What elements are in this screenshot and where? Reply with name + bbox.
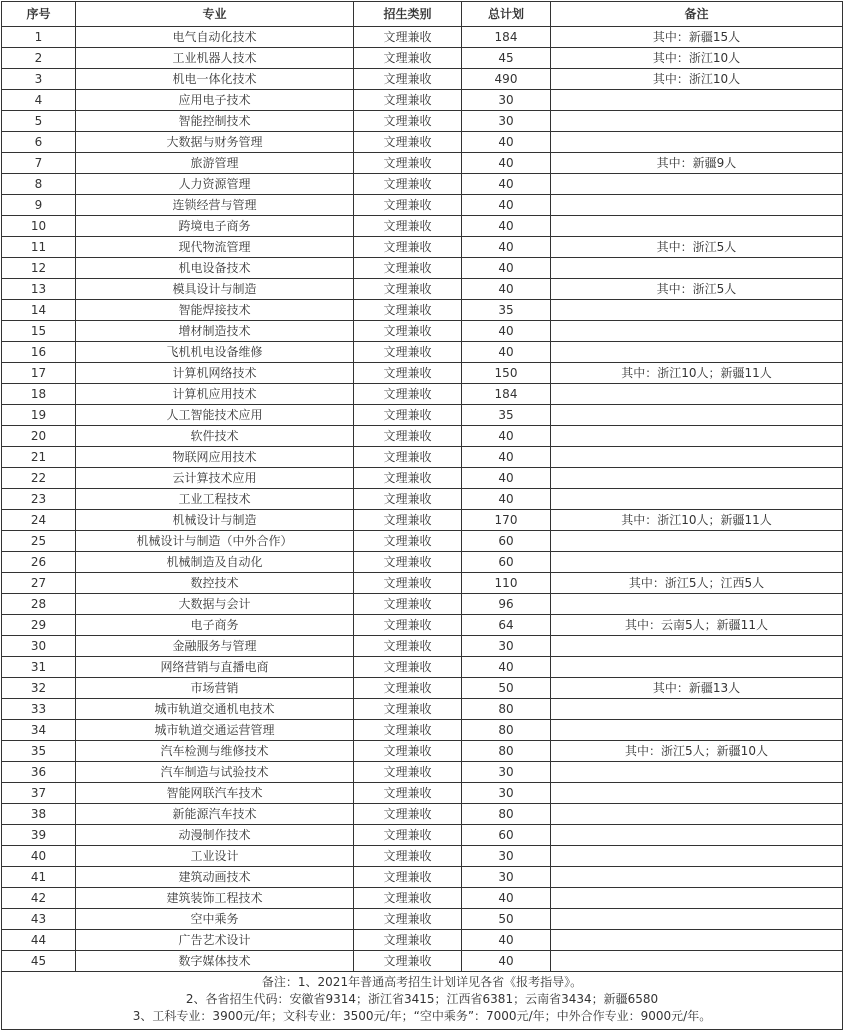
cell-note — [551, 426, 843, 447]
cell-plan: 80 — [462, 699, 551, 720]
cell-note — [551, 90, 843, 111]
cell-category: 文理兼收 — [354, 447, 462, 468]
cell-category: 文理兼收 — [354, 573, 462, 594]
cell-number: 9 — [2, 195, 76, 216]
cell-major: 机电一体化技术 — [76, 69, 354, 90]
table-header-row — [2, 2, 843, 27]
cell-plan: 35 — [462, 405, 551, 426]
table-row — [2, 468, 843, 489]
table-row — [2, 636, 843, 657]
cell-note: 其中：浙江10人 — [551, 48, 843, 69]
cell-note — [551, 762, 843, 783]
cell-major: 增材制造技术 — [76, 321, 354, 342]
table-row — [2, 783, 843, 804]
table-row — [2, 804, 843, 825]
cell-category: 文理兼收 — [354, 153, 462, 174]
cell-plan: 184 — [462, 384, 551, 405]
cell-major: 电子商务 — [76, 615, 354, 636]
cell-note — [551, 636, 843, 657]
cell-plan: 150 — [462, 363, 551, 384]
cell-note — [551, 909, 843, 930]
cell-note — [551, 258, 843, 279]
cell-major: 云计算技术应用 — [76, 468, 354, 489]
cell-plan: 40 — [462, 132, 551, 153]
cell-number: 45 — [2, 951, 76, 972]
header-note: 备注 — [551, 2, 843, 27]
cell-plan: 30 — [462, 867, 551, 888]
cell-note — [551, 111, 843, 132]
table-row — [2, 678, 843, 699]
cell-category: 文理兼收 — [354, 468, 462, 489]
table-row — [2, 258, 843, 279]
cell-note — [551, 594, 843, 615]
cell-plan: 30 — [462, 783, 551, 804]
cell-major: 计算机应用技术 — [76, 384, 354, 405]
cell-major: 应用电子技术 — [76, 90, 354, 111]
cell-plan: 40 — [462, 153, 551, 174]
cell-category: 文理兼收 — [354, 951, 462, 972]
cell-category: 文理兼收 — [354, 888, 462, 909]
cell-plan: 35 — [462, 300, 551, 321]
cell-plan: 170 — [462, 510, 551, 531]
cell-major: 模具设计与制造 — [76, 279, 354, 300]
cell-note: 其中：浙江10人；新疆11人 — [551, 510, 843, 531]
cell-category: 文理兼收 — [354, 657, 462, 678]
cell-number: 44 — [2, 930, 76, 951]
cell-number: 13 — [2, 279, 76, 300]
cell-plan: 40 — [462, 447, 551, 468]
cell-number: 43 — [2, 909, 76, 930]
cell-number: 30 — [2, 636, 76, 657]
table-row — [2, 174, 843, 195]
table-row — [2, 426, 843, 447]
table-row — [2, 615, 843, 636]
cell-number: 6 — [2, 132, 76, 153]
cell-note — [551, 951, 843, 972]
cell-number: 35 — [2, 741, 76, 762]
cell-plan: 50 — [462, 678, 551, 699]
cell-note: 其中：浙江5人 — [551, 279, 843, 300]
cell-number: 20 — [2, 426, 76, 447]
cell-note — [551, 657, 843, 678]
cell-note: 其中：云南5人；新疆11人 — [551, 615, 843, 636]
cell-plan: 96 — [462, 594, 551, 615]
cell-major: 现代物流管理 — [76, 237, 354, 258]
table-row — [2, 888, 843, 909]
cell-major: 计算机网络技术 — [76, 363, 354, 384]
cell-category: 文理兼收 — [354, 783, 462, 804]
cell-category: 文理兼收 — [354, 594, 462, 615]
cell-number: 8 — [2, 174, 76, 195]
table-row — [2, 720, 843, 741]
cell-major: 智能焊接技术 — [76, 300, 354, 321]
cell-number: 28 — [2, 594, 76, 615]
cell-major: 机械设计与制造 — [76, 510, 354, 531]
table-row — [2, 321, 843, 342]
cell-note — [551, 783, 843, 804]
cell-category: 文理兼收 — [354, 930, 462, 951]
cell-plan: 110 — [462, 573, 551, 594]
footnote-line-3: 3、工科专业：3900元/年；文科专业：3500元/年；“空中乘务”：7000元/年；中外合作专业：9000元/年。 — [132, 1009, 712, 1023]
cell-category: 文理兼收 — [354, 216, 462, 237]
footnote-cell — [2, 972, 843, 1030]
cell-category: 文理兼收 — [354, 90, 462, 111]
cell-note — [551, 867, 843, 888]
header-plan: 总计划 — [462, 2, 551, 27]
cell-number: 27 — [2, 573, 76, 594]
table-row — [2, 552, 843, 573]
cell-plan: 40 — [462, 468, 551, 489]
cell-plan: 30 — [462, 762, 551, 783]
cell-number: 12 — [2, 258, 76, 279]
cell-number: 11 — [2, 237, 76, 258]
cell-major: 人工智能技术应用 — [76, 405, 354, 426]
cell-category: 文理兼收 — [354, 867, 462, 888]
cell-note: 其中：浙江5人 — [551, 237, 843, 258]
cell-major: 人力资源管理 — [76, 174, 354, 195]
cell-number: 31 — [2, 657, 76, 678]
cell-number: 1 — [2, 27, 76, 48]
cell-note — [551, 489, 843, 510]
cell-number: 18 — [2, 384, 76, 405]
enrollment-plan-table — [1, 1, 843, 1030]
cell-note — [551, 300, 843, 321]
cell-note — [551, 447, 843, 468]
cell-major: 机电设备技术 — [76, 258, 354, 279]
cell-category: 文理兼收 — [354, 531, 462, 552]
cell-category: 文理兼收 — [354, 300, 462, 321]
cell-plan: 50 — [462, 909, 551, 930]
cell-number: 37 — [2, 783, 76, 804]
header-number: 序号 — [2, 2, 76, 27]
cell-category: 文理兼收 — [354, 342, 462, 363]
cell-plan: 40 — [462, 258, 551, 279]
cell-number: 34 — [2, 720, 76, 741]
cell-note — [551, 846, 843, 867]
cell-number: 2 — [2, 48, 76, 69]
cell-plan: 30 — [462, 846, 551, 867]
cell-category: 文理兼收 — [354, 405, 462, 426]
table-row — [2, 195, 843, 216]
cell-note — [551, 468, 843, 489]
cell-major: 建筑装饰工程技术 — [76, 888, 354, 909]
cell-note — [551, 321, 843, 342]
cell-category: 文理兼收 — [354, 510, 462, 531]
cell-category: 文理兼收 — [354, 321, 462, 342]
cell-note — [551, 216, 843, 237]
cell-plan: 40 — [462, 195, 551, 216]
cell-major: 网络营销与直播电商 — [76, 657, 354, 678]
cell-major: 智能网联汽车技术 — [76, 783, 354, 804]
cell-note: 其中：新疆9人 — [551, 153, 843, 174]
cell-number: 23 — [2, 489, 76, 510]
cell-category: 文理兼收 — [354, 846, 462, 867]
table-row — [2, 111, 843, 132]
table-row — [2, 825, 843, 846]
cell-major: 智能控制技术 — [76, 111, 354, 132]
cell-plan: 60 — [462, 825, 551, 846]
table-row — [2, 237, 843, 258]
cell-plan: 80 — [462, 804, 551, 825]
footnote-row — [2, 972, 843, 1030]
cell-major: 动漫制作技术 — [76, 825, 354, 846]
cell-note — [551, 699, 843, 720]
cell-major: 软件技术 — [76, 426, 354, 447]
table-row — [2, 300, 843, 321]
table-row — [2, 132, 843, 153]
cell-number: 36 — [2, 762, 76, 783]
cell-note — [551, 888, 843, 909]
cell-category: 文理兼收 — [354, 741, 462, 762]
cell-category: 文理兼收 — [354, 27, 462, 48]
cell-number: 32 — [2, 678, 76, 699]
table-row — [2, 741, 843, 762]
table-row — [2, 951, 843, 972]
table-row — [2, 510, 843, 531]
cell-category: 文理兼收 — [354, 384, 462, 405]
cell-plan: 40 — [462, 951, 551, 972]
cell-plan: 30 — [462, 90, 551, 111]
cell-category: 文理兼收 — [354, 615, 462, 636]
table-row — [2, 909, 843, 930]
cell-major: 金融服务与管理 — [76, 636, 354, 657]
table-row — [2, 489, 843, 510]
cell-major: 工业设计 — [76, 846, 354, 867]
cell-number: 42 — [2, 888, 76, 909]
cell-note: 其中：新疆15人 — [551, 27, 843, 48]
cell-major: 工业工程技术 — [76, 489, 354, 510]
cell-note — [551, 720, 843, 741]
table-row — [2, 384, 843, 405]
table-row — [2, 846, 843, 867]
cell-major: 飞机机电设备维修 — [76, 342, 354, 363]
footnote-line-2: 2、各省招生代码：安徽省9314；浙江省3415；江西省6381；云南省3434；新疆6580 — [185, 992, 659, 1006]
cell-major: 大数据与会计 — [76, 594, 354, 615]
cell-note — [551, 384, 843, 405]
cell-number: 15 — [2, 321, 76, 342]
cell-major: 物联网应用技术 — [76, 447, 354, 468]
cell-note — [551, 195, 843, 216]
cell-category: 文理兼收 — [354, 237, 462, 258]
table-row — [2, 657, 843, 678]
cell-plan: 30 — [462, 111, 551, 132]
cell-number: 21 — [2, 447, 76, 468]
cell-major: 汽车制造与试验技术 — [76, 762, 354, 783]
table-row — [2, 279, 843, 300]
cell-plan: 60 — [462, 552, 551, 573]
cell-major: 数字媒体技术 — [76, 951, 354, 972]
table-row — [2, 531, 843, 552]
cell-number: 7 — [2, 153, 76, 174]
cell-number: 10 — [2, 216, 76, 237]
cell-note: 其中：浙江10人 — [551, 69, 843, 90]
cell-plan: 40 — [462, 174, 551, 195]
cell-category: 文理兼收 — [354, 195, 462, 216]
cell-number: 17 — [2, 363, 76, 384]
cell-number: 16 — [2, 342, 76, 363]
cell-major: 数控技术 — [76, 573, 354, 594]
cell-plan: 80 — [462, 720, 551, 741]
cell-plan: 40 — [462, 342, 551, 363]
cell-number: 4 — [2, 90, 76, 111]
cell-category: 文理兼收 — [354, 804, 462, 825]
cell-number: 39 — [2, 825, 76, 846]
cell-category: 文理兼收 — [354, 825, 462, 846]
cell-category: 文理兼收 — [354, 720, 462, 741]
cell-major: 机械设计与制造（中外合作） — [76, 531, 354, 552]
cell-plan: 40 — [462, 930, 551, 951]
cell-major: 城市轨道交通运营管理 — [76, 720, 354, 741]
table-row — [2, 216, 843, 237]
header-category: 招生类别 — [354, 2, 462, 27]
cell-number: 14 — [2, 300, 76, 321]
cell-major: 电气自动化技术 — [76, 27, 354, 48]
cell-plan: 80 — [462, 741, 551, 762]
table-row — [2, 867, 843, 888]
cell-category: 文理兼收 — [354, 636, 462, 657]
cell-note — [551, 342, 843, 363]
cell-category: 文理兼收 — [354, 132, 462, 153]
cell-number: 24 — [2, 510, 76, 531]
table-row — [2, 153, 843, 174]
table-row — [2, 27, 843, 48]
cell-plan: 40 — [462, 426, 551, 447]
cell-category: 文理兼收 — [354, 258, 462, 279]
cell-plan: 184 — [462, 27, 551, 48]
cell-major: 连锁经营与管理 — [76, 195, 354, 216]
cell-category: 文理兼收 — [354, 174, 462, 195]
table-row — [2, 90, 843, 111]
cell-major: 空中乘务 — [76, 909, 354, 930]
cell-plan: 40 — [462, 279, 551, 300]
cell-plan: 45 — [462, 48, 551, 69]
cell-number: 25 — [2, 531, 76, 552]
cell-plan: 40 — [462, 321, 551, 342]
table-row — [2, 48, 843, 69]
table-row — [2, 405, 843, 426]
cell-category: 文理兼收 — [354, 699, 462, 720]
cell-number: 26 — [2, 552, 76, 573]
cell-note: 其中：浙江10人；新疆11人 — [551, 363, 843, 384]
cell-note — [551, 174, 843, 195]
cell-number: 41 — [2, 867, 76, 888]
cell-note — [551, 552, 843, 573]
cell-number: 19 — [2, 405, 76, 426]
cell-major: 旅游管理 — [76, 153, 354, 174]
cell-major: 城市轨道交通机电技术 — [76, 699, 354, 720]
cell-note — [551, 825, 843, 846]
cell-note — [551, 804, 843, 825]
table-row — [2, 930, 843, 951]
table-row — [2, 573, 843, 594]
cell-category: 文理兼收 — [354, 909, 462, 930]
cell-category: 文理兼收 — [354, 489, 462, 510]
cell-number: 38 — [2, 804, 76, 825]
cell-plan: 64 — [462, 615, 551, 636]
cell-major: 工业机器人技术 — [76, 48, 354, 69]
cell-major: 新能源汽车技术 — [76, 804, 354, 825]
cell-plan: 60 — [462, 531, 551, 552]
cell-major: 大数据与财务管理 — [76, 132, 354, 153]
table-row — [2, 363, 843, 384]
cell-plan: 490 — [462, 69, 551, 90]
cell-note — [551, 531, 843, 552]
cell-number: 22 — [2, 468, 76, 489]
cell-major: 机械制造及自动化 — [76, 552, 354, 573]
cell-note — [551, 132, 843, 153]
cell-category: 文理兼收 — [354, 552, 462, 573]
cell-category: 文理兼收 — [354, 111, 462, 132]
table-row — [2, 342, 843, 363]
table-row — [2, 69, 843, 90]
cell-number: 3 — [2, 69, 76, 90]
cell-plan: 40 — [462, 216, 551, 237]
cell-major: 跨境电子商务 — [76, 216, 354, 237]
cell-note: 其中：浙江5人；江西5人 — [551, 573, 843, 594]
cell-major: 广告艺术设计 — [76, 930, 354, 951]
cell-category: 文理兼收 — [354, 762, 462, 783]
cell-major: 市场营销 — [76, 678, 354, 699]
cell-plan: 30 — [462, 636, 551, 657]
cell-note: 其中：浙江5人；新疆10人 — [551, 741, 843, 762]
cell-note — [551, 405, 843, 426]
cell-major: 建筑动画技术 — [76, 867, 354, 888]
cell-number: 33 — [2, 699, 76, 720]
cell-plan: 40 — [462, 888, 551, 909]
cell-category: 文理兼收 — [354, 279, 462, 300]
cell-category: 文理兼收 — [354, 426, 462, 447]
table-row — [2, 447, 843, 468]
table-row — [2, 699, 843, 720]
footnote-line-1: 备注：1、2021年普通高考招生计划详见各省《报考指导》。 — [261, 975, 583, 989]
cell-note — [551, 930, 843, 951]
cell-number: 29 — [2, 615, 76, 636]
cell-category: 文理兼收 — [354, 48, 462, 69]
table-body — [2, 27, 843, 972]
cell-plan: 40 — [462, 237, 551, 258]
cell-number: 5 — [2, 111, 76, 132]
table-row — [2, 594, 843, 615]
cell-major: 汽车检测与维修技术 — [76, 741, 354, 762]
cell-number: 40 — [2, 846, 76, 867]
cell-category: 文理兼收 — [354, 69, 462, 90]
header-major: 专业 — [76, 2, 354, 27]
cell-category: 文理兼收 — [354, 678, 462, 699]
cell-plan: 40 — [462, 489, 551, 510]
cell-category: 文理兼收 — [354, 363, 462, 384]
cell-plan: 40 — [462, 657, 551, 678]
cell-note: 其中：新疆13人 — [551, 678, 843, 699]
table-row — [2, 762, 843, 783]
